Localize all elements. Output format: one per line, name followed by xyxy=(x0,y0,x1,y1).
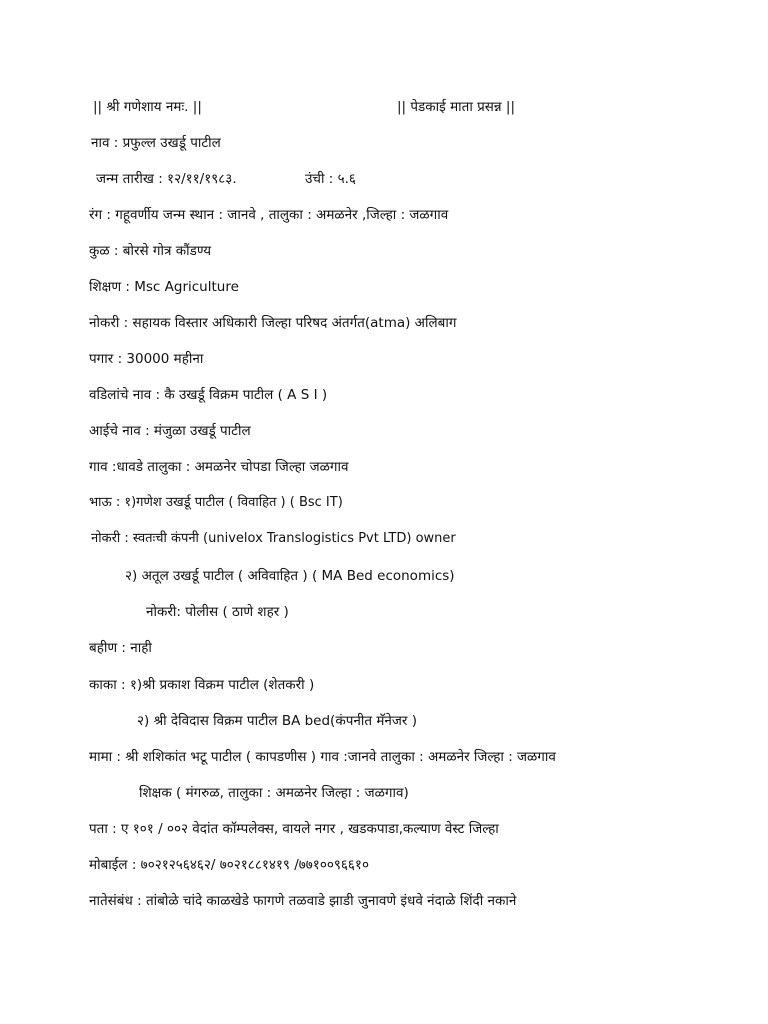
height-line: उंची : ५.६ xyxy=(305,171,356,187)
salary-line: पगार : 30000 महीना xyxy=(89,351,204,367)
header-left-text: || श्री गणेशाय नमः. || xyxy=(93,99,202,115)
sister-line: बहीण : नाही xyxy=(89,640,152,656)
address-line: पता : ए १०१ / ००२ वेदांत कॉम्पलेक्स, वायले नगर , खडकपाडा,कल्याण वेस्ट जिल्हा xyxy=(89,821,499,837)
clan-gotra-line: कुळ : बोरसे गोत्र कौंडण्य xyxy=(89,243,212,259)
village-line: गाव :धावडे तालुका : अमळनेर चोपडा जिल्हा जळगाव xyxy=(89,459,349,475)
uncle2-line: २) श्री देविदास विक्रम पाटील BA bed(कंपनीत मॅनेजर ) xyxy=(137,713,417,729)
education-line: शिक्षण : Msc Agriculture xyxy=(89,279,239,295)
name-line: नाव : प्रफुल्ल उखर्डू पाटील xyxy=(91,135,221,151)
maternal-uncle-line: मामा : श्री शशिकांत भटू पाटील ( कापडणीस ) गाव :जानवे तालुका : अमळनेर जिल्हा : जळगाव xyxy=(89,749,556,765)
maternal-uncle-job-line: शिक्षक ( मंगरुळ, तालुका : अमळनेर जिल्हा : जळगाव) xyxy=(139,785,409,801)
brother2-line: २) अतूल उखर्डू पाटील ( अविवाहित ) ( MA Bed economics) xyxy=(125,568,455,584)
mother-line: आईचे नाव : मंजुळा उखर्डू पाटील xyxy=(89,423,251,439)
father-line: वडिलांचे नाव : कै उखर्डू विक्रम पाटील ( A S I ) xyxy=(89,387,328,403)
relatives-line: नातेसंबंध : तांबोळे चांदे काळखेडे फागणे तळवाडे झाडी जुनावणे इंधवे नंदाळे शिंदी नकाने xyxy=(89,893,517,909)
header-right-text: || पेडकाई माता प्रसन्न || xyxy=(397,99,516,115)
mobile-line: मोबाईल : ७०२१२५६४६२/ ७०२१८८१४१९ /७७१००९६६१० xyxy=(89,857,369,873)
brother2-job-line: नोकरी: पोलीस ( ठाणे शहर ) xyxy=(146,604,289,620)
uncle1-line: काका : १)श्री प्रकाश विक्रम पाटील (शेतकरी ) xyxy=(89,677,315,693)
job-line: नोकरी : सहायक विस्तार अधिकारी जिल्हा परिषद अंतर्गत(atma) अलिबाग xyxy=(89,315,457,331)
brother1-job-line: नोकरी : स्वतःची कंपनी (univelox Translogistics Pvt LTD) owner xyxy=(91,531,456,546)
birth-date-line: जन्म तारीख : १२/११/१९८३. xyxy=(96,171,237,187)
brothers-line: भाऊ : १)गणेश उखर्डू पाटील ( विवाहित ) ( Bsc IT) xyxy=(89,495,343,510)
complexion-birthplace-line: रंग : गहूवर्णीय जन्म स्थान : जानवे , तालुका : अमळनेर ,जिल्हा : जळगाव xyxy=(89,207,449,223)
